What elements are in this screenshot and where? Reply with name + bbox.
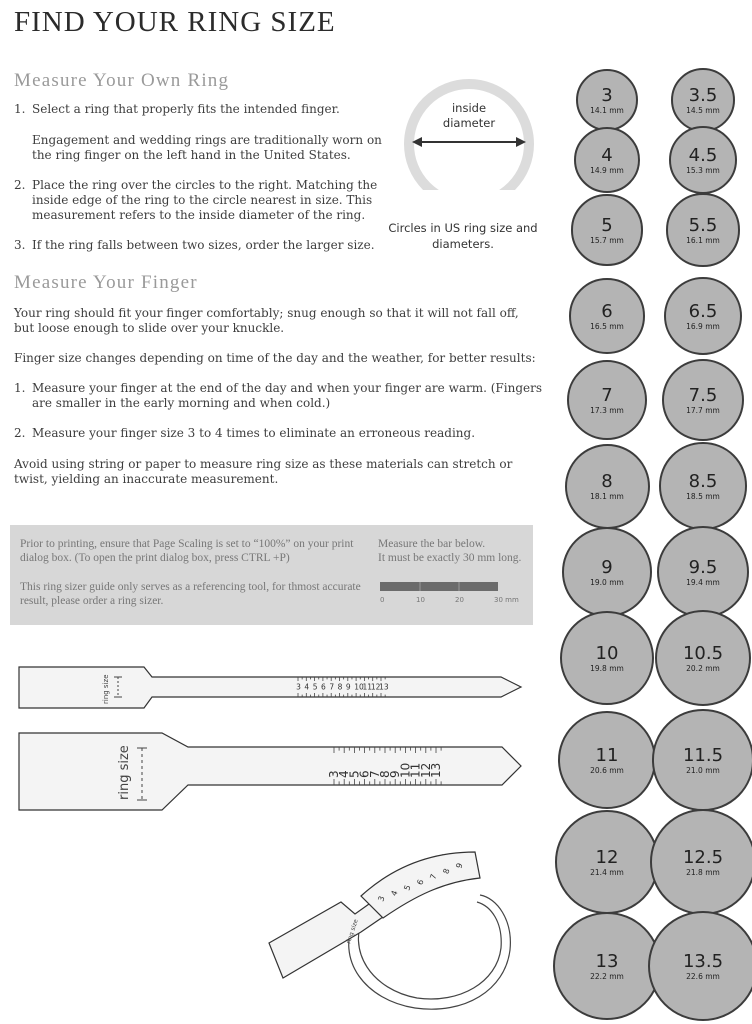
sizer-label: ring size — [345, 918, 360, 945]
ring-size-diameter: 15.7 mm — [590, 235, 624, 245]
ring-size-circle-4 — [574, 127, 641, 194]
wrapped-scale-label: 9 — [454, 861, 465, 870]
print-scaling-text: Prior to printing, ensure that Page Scaling is set to “100%” on your print dialog box. (To open the print dialog box, press CTRL +P) — [20, 538, 354, 564]
step-text: If the ring falls between two sizes, order the larger size. — [32, 238, 375, 252]
ring-size-circle-4.5 — [669, 126, 738, 195]
sizer-scale-label: 10 — [398, 762, 413, 778]
sizer-label: ring size — [117, 745, 132, 800]
ring-size-number: 6.5 — [688, 300, 718, 322]
ring-size-circle-11 — [558, 711, 657, 810]
ring-size-circle-6 — [569, 278, 645, 354]
step-text: Select a ring that properly fits the intended finger. — [32, 102, 340, 116]
wrapped-scale-label: 3 — [376, 894, 387, 903]
ring-sizer-strip-large — [16, 730, 526, 814]
warning-text: Avoid using string or paper to measure ring size as these materials can stretch or twist, yielding an inaccurate measurement. — [14, 457, 513, 486]
ring-size-diameter: 20.2 mm — [686, 664, 720, 673]
sizer-scale-label: 9 — [345, 682, 351, 692]
disclaimer-text: This ring sizer guide only serves as a referencing tool, for thmost accurate result, please order a ring sizer. — [20, 581, 361, 607]
ring-size-diameter: 18.1 mm — [590, 492, 624, 501]
wrapped-scale-label: 7 — [428, 872, 439, 881]
bar-title: Measure the bar below. — [378, 538, 486, 550]
sizer-scale-label: 6 — [357, 770, 372, 778]
sizer-scale-label: 12 — [418, 762, 433, 778]
ring-size-number: 6 — [601, 300, 613, 322]
ring-size-diameter: 18.5 mm — [686, 491, 720, 501]
ring-size-circle-10.5 — [655, 610, 752, 707]
sizer-scale-label: 10 — [354, 682, 364, 692]
finger-lead-text: Finger size changes depending on time of the day and the weather, for better results: — [14, 351, 536, 365]
ring-size-number: 5 — [601, 214, 613, 236]
step-text: Place the ring over the circles to the right. Matching the inside edge of the ring to the circle nearest in size. This measurement refers to the inside diameter of the ring. — [32, 178, 378, 222]
sizer-scale-label: 11 — [408, 762, 423, 778]
ring-size-number: 3 — [601, 85, 613, 106]
sizer-scale-label: 6 — [321, 682, 326, 692]
finger-intro-text: Your ring should fit your finger comfortably; snug enough so that it will not fall off, but loose enough to slide over your knuckle. — [14, 306, 519, 335]
diagram-caption: Circles in US ring size and diameters. — [388, 221, 538, 251]
ring-size-number: 8 — [601, 471, 613, 492]
ring-size-number: 4.5 — [688, 144, 718, 166]
sizer-scale-label: 7 — [329, 682, 335, 692]
ring-size-number: 11.5 — [682, 744, 724, 766]
ring-size-circle-8 — [565, 444, 650, 529]
ring-size-number: 12.5 — [682, 846, 724, 868]
ring-size-number: 3.5 — [688, 84, 718, 106]
ring-size-circle-11.5 — [652, 709, 752, 810]
ring-size-circle-13 — [553, 912, 661, 1020]
ring-size-diameter: 14.9 mm — [590, 165, 624, 175]
sizer-scale-label: 12 — [370, 682, 381, 692]
ring-outline — [409, 84, 529, 190]
ring-size-number: 9 — [601, 556, 613, 578]
ring-size-circle-5.5 — [666, 193, 740, 267]
ring-size-number: 4 — [601, 144, 613, 166]
step-text: Measure your finger size 3 to 4 times to eliminate an erroneous reading. — [32, 426, 476, 440]
sizer-scale-label: 3 — [296, 682, 301, 692]
diagram-label-line1: inside — [451, 101, 487, 115]
ring-size-diameter: 16.5 mm — [590, 321, 624, 331]
step-text: Measure your finger at the end of the day and when your finger are warm. (Fingers are smaller in the early morning and when cold.) — [32, 381, 542, 410]
section-heading-measure-finger: Measure Your Finger — [14, 272, 198, 293]
page-title: FIND YOUR RING SIZE — [14, 6, 336, 38]
ring-size-diameter: 20.6 mm — [590, 765, 624, 775]
sizer-scale-label: 9 — [388, 770, 403, 778]
ring-size-diameter: 21.8 mm — [686, 867, 720, 877]
ring-size-circle-9.5 — [657, 526, 749, 618]
ring-size-number: 10 — [595, 642, 619, 664]
sizer-scale-label: 8 — [337, 682, 343, 692]
calibration-bar — [380, 582, 498, 591]
ring-size-circle-12.5 — [650, 809, 752, 915]
ring-size-number: 9.5 — [688, 556, 718, 578]
ring-size-circle-13.5 — [648, 911, 752, 1021]
step-number: 1. — [14, 381, 26, 395]
ring-size-circle-7 — [567, 360, 647, 440]
ring-size-number: 11 — [595, 744, 619, 766]
step-number: 3. — [14, 238, 26, 252]
ring-size-circle-12 — [555, 810, 658, 913]
ring-size-diameter: 21.4 mm — [590, 867, 624, 877]
ring-size-circle-7.5 — [662, 359, 745, 442]
sizer-scale-label: 5 — [347, 770, 362, 778]
ring-size-circle-3 — [576, 69, 638, 131]
sizer-scale-label: 11 — [362, 682, 373, 692]
wrapped-scale-label: 5 — [402, 883, 413, 892]
bar-tick-label: 30 mm — [494, 596, 519, 604]
sizer-scale-label: 8 — [378, 770, 392, 778]
ring-size-number: 13.5 — [682, 950, 724, 972]
ring-size-circle-9 — [562, 527, 652, 617]
ring-size-number: 5.5 — [688, 215, 718, 236]
wrapped-ring-sizer-illustration — [265, 840, 530, 1020]
ring-size-diameter: 19.0 mm — [590, 577, 624, 587]
sizer-scale-label: 4 — [304, 682, 310, 692]
sizer-scale-label: 7 — [367, 770, 382, 778]
bar-tick-label: 20 — [455, 596, 464, 604]
diagram-label-line2: diameter — [442, 116, 496, 130]
ring-size-number: 8.5 — [688, 470, 718, 492]
bar-tick-label: 0 — [380, 596, 385, 604]
printing-note-box — [10, 525, 533, 625]
sizer-label: ring size — [102, 674, 110, 704]
ring-size-diameter: 15.3 mm — [686, 165, 720, 175]
ring-size-circle-10 — [560, 611, 654, 705]
sizer-scale-label: 5 — [312, 682, 318, 692]
ring-size-number: 10.5 — [682, 643, 724, 664]
ring-size-number: 7 — [601, 384, 613, 406]
sizer-scale-label: 13 — [429, 762, 443, 778]
step-number: 2. — [14, 178, 26, 192]
bar-tick-label: 10 — [416, 596, 425, 604]
wrapped-scale-label: 6 — [415, 878, 426, 887]
ring-size-circle-8.5 — [659, 442, 746, 529]
ring-size-diameter: 22.6 mm — [686, 971, 720, 981]
ring-diameter-diagram — [398, 70, 540, 190]
step-number: 2. — [14, 426, 26, 440]
ring-size-diameter: 14.1 mm — [590, 106, 624, 115]
bar-subtitle: It must be exactly 30 mm long. — [378, 552, 522, 564]
wrapped-scale-label: 8 — [441, 867, 452, 876]
wrapped-scale-label: 4 — [389, 889, 400, 898]
sizer-scale-label: 4 — [337, 770, 352, 778]
ring-sizer-strip-small — [16, 664, 526, 714]
ring-size-circle-3.5 — [671, 68, 735, 132]
ring-size-diameter: 19.4 mm — [686, 577, 720, 587]
ring-size-diameter: 19.8 mm — [590, 663, 624, 673]
section-heading-measure-ring: Measure Your Own Ring — [14, 70, 230, 91]
ring-size-number: 7.5 — [688, 384, 718, 406]
ring-size-circle-5 — [571, 194, 642, 265]
ring-size-number: 12 — [595, 846, 619, 868]
ring-size-diameter: 22.2 mm — [590, 972, 624, 981]
ring-size-diameter: 17.7 mm — [686, 405, 720, 415]
step-note-text: Engagement and wedding rings are traditionally worn on the ring finger on the left hand in the United States. — [32, 133, 382, 162]
step-number: 1. — [14, 102, 26, 116]
ring-size-diameter: 14.5 mm — [686, 105, 720, 115]
ring-size-diameter: 21.0 mm — [686, 765, 720, 775]
sizer-scale-label: 3 — [327, 770, 341, 778]
ring-size-diameter: 16.1 mm — [686, 236, 720, 245]
ring-size-diameter: 17.3 mm — [590, 405, 624, 415]
sizer-scale-label: 13 — [379, 682, 389, 692]
ring-size-diameter: 16.9 mm — [686, 321, 720, 331]
ring-size-circle-6.5 — [664, 277, 742, 355]
ring-size-number: 13 — [595, 951, 619, 972]
